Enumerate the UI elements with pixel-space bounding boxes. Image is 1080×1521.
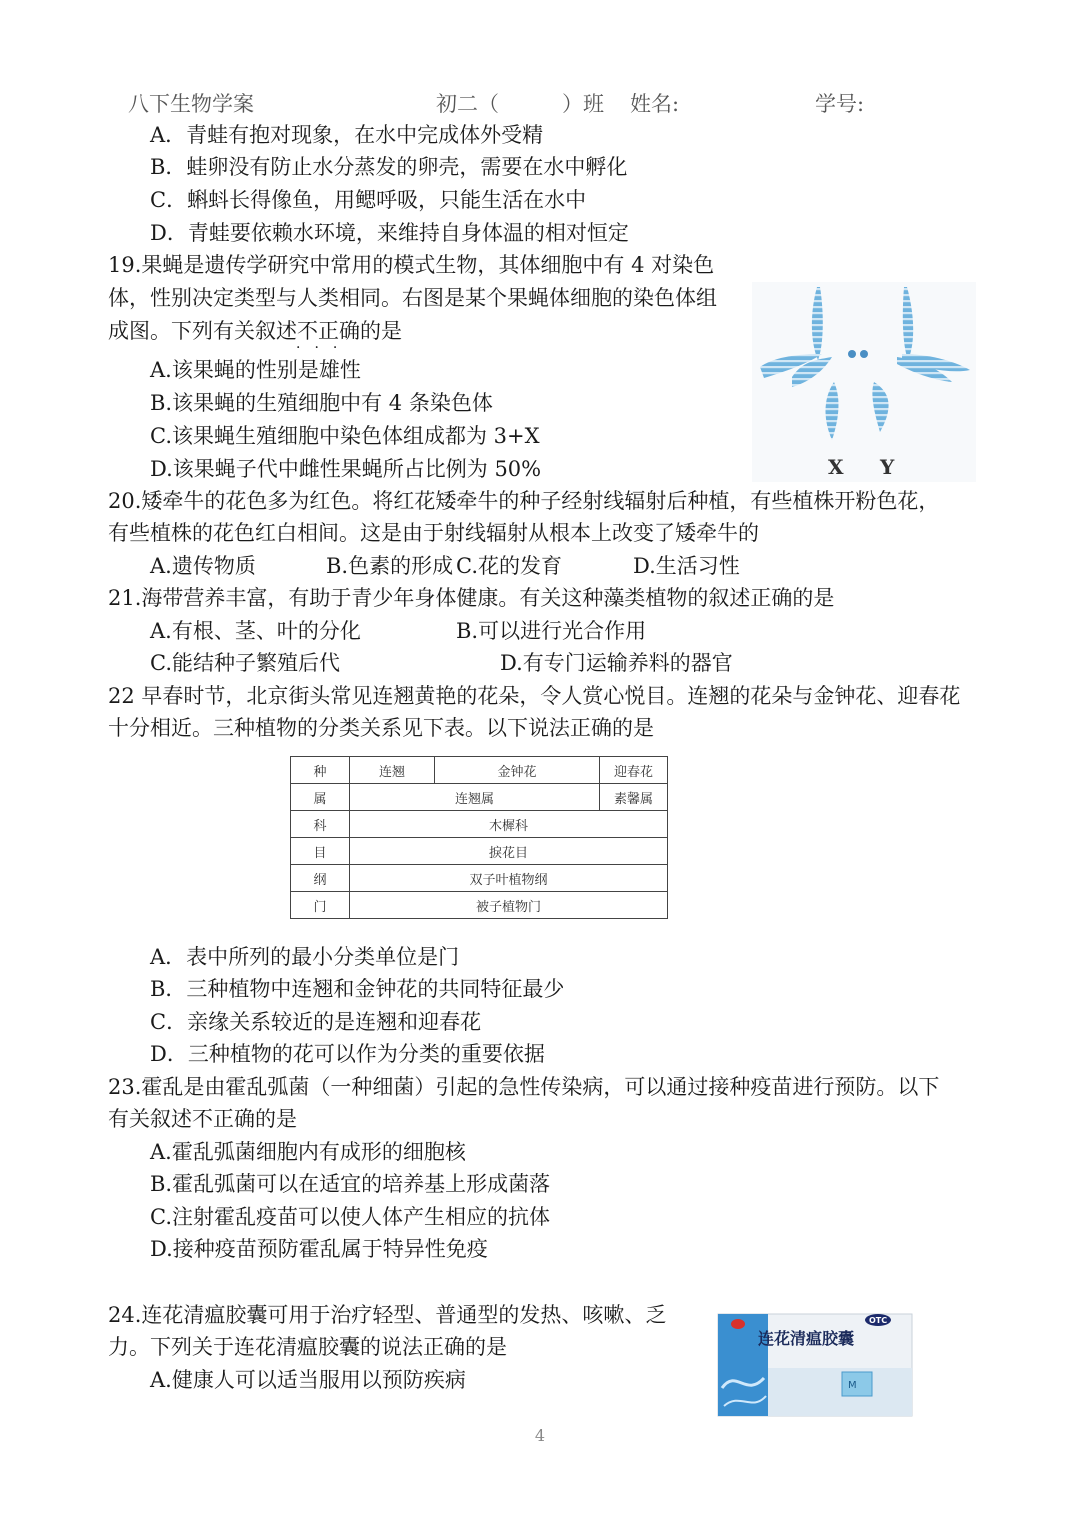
emphasis-dots: ···: [296, 340, 352, 356]
svg-text:M: M: [848, 1380, 857, 1391]
y-label: Y: [880, 455, 895, 479]
q18-option-c: C．蝌蚪长得像鱼，用鳃呼吸，只能生活在水中: [150, 188, 587, 212]
q22-stem-line-1: 22 早春时节，北京街头常见连翘黄艳的花朵，令人赏心悦目。连翘的花朵与金钟花、迎春花: [108, 684, 961, 708]
q23-option-d: D.接种疫苗预防霍乱属于特异性免疫: [150, 1237, 488, 1261]
otc-badge-text: OTC: [869, 1316, 888, 1325]
page-number: 4: [534, 1426, 546, 1445]
q20-option-c: C.花的发育: [456, 554, 562, 578]
q22-stem-line-2: 十分相近。三种植物的分类关系见下表。以下说法正确的是: [108, 716, 654, 740]
q21-option-a: A.有根、茎、叶的分化: [150, 619, 361, 643]
table-row: [291, 811, 668, 838]
table-row: [291, 784, 668, 811]
q21-option-d: D.有专门运输养料的器官: [500, 651, 733, 675]
q20-option-d: D.生活习性: [633, 554, 740, 578]
table-row: [291, 757, 668, 784]
rank-cell: 种: [291, 757, 350, 784]
classification-table: [290, 756, 668, 919]
q18-option-a: A．青蛙有抱对现象，在水中完成体外受精: [150, 123, 544, 147]
q21-option-c: C.能结种子繁殖后代: [150, 651, 340, 675]
table-cell: 素馨属: [600, 784, 668, 811]
rank-cell: 门: [291, 892, 350, 919]
table-row: [291, 865, 668, 892]
chromosome-figure: [752, 282, 976, 482]
q21-stem: 21.海带营养丰富，有助于青少年身体健康。有关这种藻类植物的叙述正确的是: [108, 586, 835, 610]
box-product-name: 连花清瘟胶囊: [758, 1329, 855, 1348]
q20-stem-line-1: 20.矮牵牛的花色多为红色。将红花矮牵牛的种子经射线辐射后种植，有些植株开粉色花，: [108, 489, 940, 513]
table-cell: 连翘: [350, 757, 435, 784]
q24-option-a: A.健康人可以适当服用以预防疾病: [150, 1368, 466, 1392]
table-cell: 木樨科: [350, 811, 668, 838]
q23-stem-line-1: 23.霍乱是由霍乱弧菌（一种细菌）引起的急性传染病，可以通过接种疫苗进行预防。以下: [108, 1075, 940, 1099]
table-row: [291, 838, 668, 865]
q19-option-d: D.该果蝇子代中雌性果蝇所占比例为 50%: [150, 457, 542, 481]
q18-option-b: B．蛙卵没有防止水分蒸发的卵壳，需要在水中孵化: [150, 155, 628, 179]
q20-option-a: A.遗传物质: [150, 554, 256, 578]
x-label: X: [828, 455, 844, 479]
q21-option-b: B.可以进行光合作用: [456, 619, 647, 643]
rank-cell: 属: [291, 784, 350, 811]
chromosome-dot: [848, 350, 856, 358]
rank-cell: 目: [291, 838, 350, 865]
q23-option-a: A.霍乱弧菌细胞内有成形的细胞核: [150, 1140, 466, 1164]
q22-option-a: A．表中所列的最小分类单位是门: [150, 945, 460, 969]
q23-option-b: B.霍乱弧菌可以在适宜的培养基上形成菌落: [150, 1172, 551, 1196]
q24-stem-line-2: 力。下列关于连花清瘟胶囊的说法正确的是: [108, 1335, 507, 1359]
table-cell: 被子植物门: [350, 892, 668, 919]
q22-option-c: C．亲缘关系较近的是连翘和迎春花: [150, 1010, 482, 1034]
q19-stem-line-3: 成图。下列有关叙述不正确的是: [108, 319, 402, 343]
table-row: [291, 892, 668, 919]
q20-option-b: B.色素的形成: [326, 554, 454, 578]
medicine-box-image: [716, 1308, 918, 1420]
q20-stem-line-2: 有些植株的花色红白相间。这是由于射线辐射从根本上改变了矮牵牛的: [108, 521, 759, 545]
q24-stem-line-1: 24.连花清瘟胶囊可用于治疗轻型、普通型的发热、咳嗽、乏: [108, 1303, 667, 1327]
rank-cell: 纲: [291, 865, 350, 892]
brand-logo-icon: [731, 1319, 745, 1329]
q23-option-c: C.注射霍乱疫苗可以使人体产生相应的抗体: [150, 1205, 550, 1229]
class-label: 初二（ ）班: [436, 92, 604, 116]
q19-stem-line-2: 体，性别决定类型与人类相同。右图是某个果蝇体细胞的染色体组: [108, 286, 717, 310]
rank-cell: 科: [291, 811, 350, 838]
table-cell: 迎春花: [600, 757, 668, 784]
table-cell: 金钟花: [435, 757, 600, 784]
student-id-label: 学号:: [815, 92, 865, 116]
q22-option-d: D．三种植物的花可以作为分类的重要依据: [150, 1042, 545, 1066]
q22-option-b: B．三种植物中连翘和金钟花的共同特征最少: [150, 977, 565, 1001]
course-title: 八下生物学案: [128, 92, 254, 116]
q23-stem-line-2: 有关叙述不正确的是: [108, 1107, 297, 1131]
table-cell: 连翘属: [350, 784, 600, 811]
q19-option-b: B.该果蝇的生殖细胞中有 4 条染色体: [150, 391, 493, 415]
q19-stem-line-1: 19.果蝇是遗传学研究中常用的模式生物，其体细胞中有 4 对染色: [108, 253, 715, 277]
name-label: 姓名:: [630, 92, 680, 116]
table-cell: 捩花目: [350, 838, 668, 865]
chromosome-dot: [860, 350, 868, 358]
q18-option-d: D．青蛙要依赖水环境，来维持自身体温的相对恒定: [150, 221, 629, 245]
q19-option-c: C.该果蝇生殖细胞中染色体组成都为 3+X: [150, 424, 540, 448]
table-cell: 双子叶植物纲: [350, 865, 668, 892]
q19-option-a: A.该果蝇的性别是雄性: [150, 358, 361, 382]
